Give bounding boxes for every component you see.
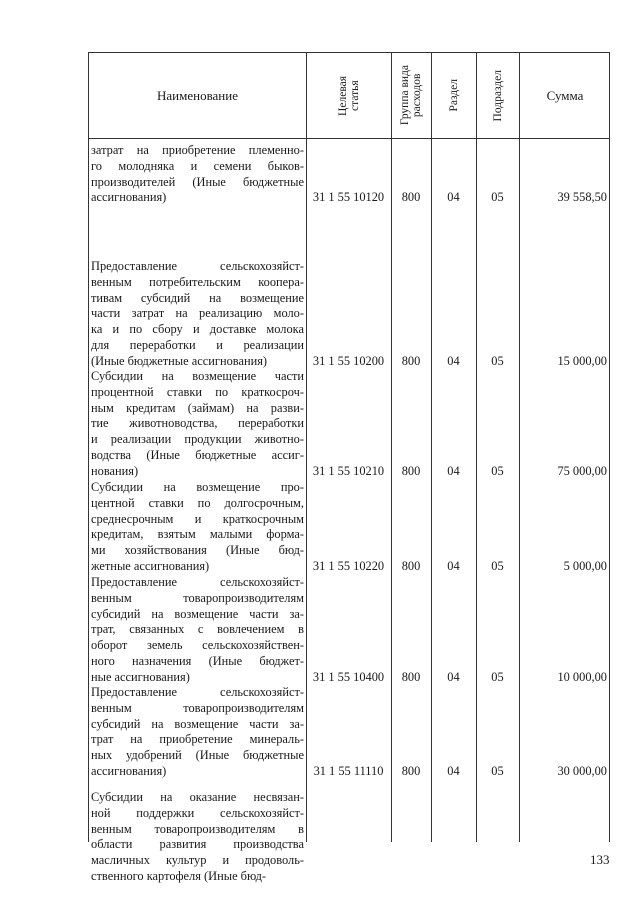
header-section-cell — [431, 53, 476, 138]
section-cell: 04 — [447, 764, 460, 778]
target-code-cell: 31 1 55 10400 — [312, 669, 385, 684]
description-line: венным товаропроизводителям — [91, 700, 304, 715]
group-cell: 800 — [401, 559, 421, 573]
header-subsection-cell — [476, 53, 519, 138]
sum-cell: 15 000,00 — [557, 353, 607, 368]
description-line: Предоставление сельскохозяйст- — [91, 259, 304, 273]
description-line: затрат на приобретение племенно- — [91, 143, 304, 157]
column-divider — [306, 53, 307, 842]
description-line: кредитам, взятым малыми форма- — [91, 527, 304, 542]
target-code-cell: 31 1 55 10220 — [312, 559, 385, 573]
description-line: субсидий на возмещение части за- — [91, 606, 304, 621]
header-section: Раздел — [447, 79, 460, 112]
description-line: водства (Иные бюджетные ассиг- — [91, 447, 304, 462]
header-group-cell — [391, 53, 431, 138]
description-line: трат, связанных с вовлечением в — [91, 622, 304, 637]
description-line: венным товаропроизводителям в — [91, 821, 304, 836]
description-line: тивам субсидий на возмещение — [91, 290, 304, 305]
description-line: масличных культур и продоволь- — [91, 853, 304, 868]
description-line: производителей (Иные бюджетные — [91, 174, 304, 189]
target-code-cell: 31 1 55 10120 — [312, 190, 385, 205]
section-cell: 04 — [447, 190, 460, 205]
description-line: ного назначения (Иные бюджет- — [91, 653, 304, 668]
description-line: среднесрочным и краткосрочным — [91, 511, 304, 526]
subsection-cell: 05 — [491, 190, 504, 205]
description-line: оборот земель сельскохозяйствен- — [91, 638, 304, 653]
subsection-cell: 05 — [491, 559, 504, 573]
description-line: центной ставки по долгосрочным, — [91, 495, 304, 510]
description-line: ми хозяйствования (Иные бюд- — [91, 543, 304, 558]
table-row-description — [91, 790, 304, 885]
header-group: Группа вида расходов — [399, 65, 423, 126]
sum-cell: 75 000,00 — [557, 463, 607, 478]
target-code-cell: 31 1 55 11110 — [313, 764, 384, 778]
description-line: ных удобрений (Иные бюджетные — [91, 748, 304, 763]
sum-cell: 10 000,00 — [557, 669, 607, 684]
table-row-description — [91, 575, 304, 686]
page-number: 133 — [590, 852, 610, 867]
column-divider — [476, 53, 477, 842]
group-cell: 800 — [401, 463, 421, 478]
section-cell: 04 — [447, 353, 460, 368]
description-line: жетные ассигнования) — [91, 558, 210, 573]
target-code-cell: 31 1 55 10210 — [312, 463, 385, 478]
section-cell: 04 — [447, 669, 460, 684]
table-row-description — [91, 480, 304, 575]
description-line: тие животноводства, переработки — [91, 416, 304, 431]
description-line: Предоставление сельскохозяйст- — [91, 685, 304, 699]
description-line: ственного картофеля (Иные бюд- — [91, 868, 267, 883]
target-code-cell: 31 1 55 10200 — [312, 353, 385, 368]
description-line: венным потребительским коопера- — [91, 274, 304, 289]
description-line: ным кредитам (займам) на разви- — [91, 400, 304, 415]
description-line: для переработки и реализации — [91, 337, 304, 352]
header-target-cell — [306, 53, 391, 138]
description-line: Предоставление сельскохозяйст- — [91, 575, 304, 589]
description-line: ка и по сбору и доставке молока — [91, 322, 304, 337]
header-name: Наименование — [157, 87, 238, 103]
group-cell: 800 — [401, 669, 421, 684]
description-line: трат на приобретение минераль- — [91, 732, 304, 747]
description-line: ной поддержки сельскохозяйст- — [91, 805, 304, 820]
section-cell: 04 — [447, 463, 460, 478]
header-sum: Сумма — [546, 87, 584, 103]
table-row-description — [91, 259, 304, 370]
description-line: процентной ставки по краткосроч- — [91, 384, 304, 399]
description-line: и реализации продукции животно- — [91, 432, 304, 447]
description-line: субсидий на возмещение части за- — [91, 716, 304, 731]
group-cell: 800 — [401, 190, 421, 205]
description-line: ассигнования) — [91, 190, 167, 205]
subsection-cell: 05 — [491, 353, 504, 368]
description-line: Субсидии на возмещение части — [91, 369, 304, 383]
description-line: нования) — [91, 463, 139, 478]
description-line: Субсидии на оказание несвязан- — [91, 790, 304, 804]
description-line: венным товаропроизводителям — [91, 590, 304, 605]
description-line: го молодняка и семени быков- — [91, 158, 304, 173]
table-row-description — [91, 143, 304, 206]
description-line: части затрат на реализацию моло- — [91, 306, 304, 321]
group-cell: 800 — [401, 764, 421, 778]
description-line: (Иные бюджетные ассигнования) — [91, 353, 268, 368]
subsection-cell: 05 — [491, 463, 504, 478]
column-divider — [519, 53, 520, 842]
table-row-description — [91, 369, 304, 480]
description-line: ассигнования) — [91, 763, 167, 778]
column-divider — [431, 53, 432, 842]
description-line: области развития производства — [91, 837, 304, 852]
description-line: ные ассигнования) — [91, 669, 190, 684]
subsection-cell: 05 — [491, 764, 504, 778]
header-divider — [89, 138, 609, 139]
sum-cell: 30 000,00 — [557, 764, 607, 778]
sum-cell: 5 000,00 — [563, 559, 607, 573]
header-target: Целевая статья — [336, 75, 361, 116]
group-cell: 800 — [401, 353, 421, 368]
header-subsection: Подраздел — [491, 69, 504, 122]
subsection-cell: 05 — [491, 669, 504, 684]
section-cell: 04 — [447, 559, 460, 573]
description-line: Субсидии на возмещение про- — [91, 480, 304, 494]
column-divider — [391, 53, 392, 842]
sum-cell: 39 558,50 — [557, 190, 607, 205]
table-row-description — [91, 685, 304, 780]
